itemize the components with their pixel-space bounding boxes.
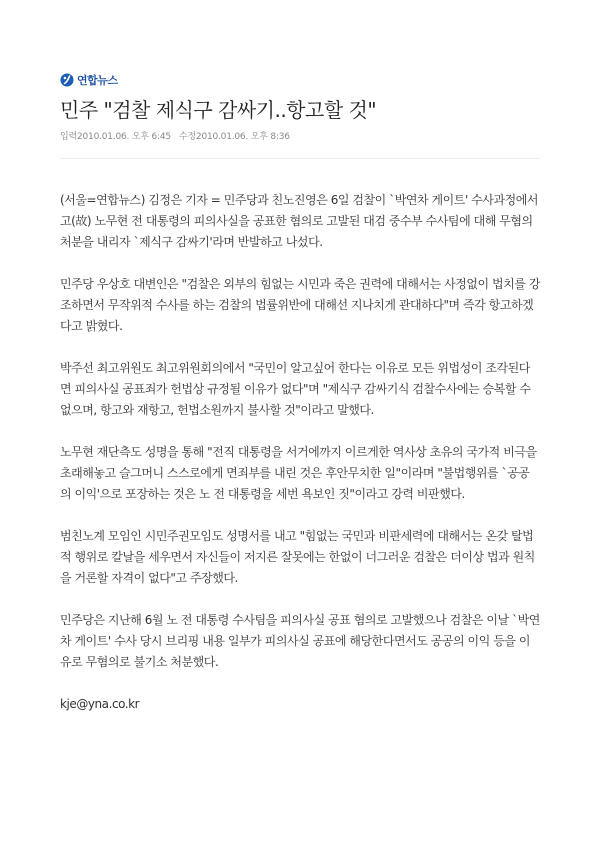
input-timestamp — [60, 129, 171, 142]
article-paragraph: 노무현 재단측도 성명을 통해 "전직 대통령을 서거에까지 이르게한 역사상 초유의 국가적 비극을 초래해놓고 슬그머니 스스로에게 면죄부를 내린 것은 후안무치한 일"이라며 "불법행위를 `공공의 이익'으로 포장하는 것은 노 전 대통령을 세번 욕보인 짓"이라고 강력 비판했다. — [60, 445, 537, 501]
article-paragraph: 민주당 우상호 대변인은 "검찰은 외부의 힘없는 시민과 죽은 권력에 대해서는 사정없이 법치를 강조하면서 무작위적 수사를 하는 검찰의 법률위반에 대해선 지나치게 관대하다"며 즉각 항고하겠다고 밝혔다. — [60, 277, 540, 333]
modified-time: 2010.01.06. 오후 8:36 — [195, 132, 290, 142]
article-body — [60, 190, 540, 736]
input-label: 입력 — [60, 132, 77, 142]
yonhap-logo-icon — [60, 73, 74, 87]
dateline — [60, 129, 290, 142]
article-paragraph: (서울=연합뉴스) 김정은 기자 = 민주당과 친노진영은 6일 검찰이 `박연차 게이트' 수사과정에서 고(故) 노무현 전 대통령의 피의사실을 공표한 혐의로 고발된 대검 중수부 수사팀에 대해 무혐의 처분을 내리자 `제식구 감싸기'라며 반발하고 나섰다. — [60, 193, 539, 249]
article-paragraph: 박주선 최고위원도 최고위원회의에서 "국민이 알고싶어 한다는 이유로 모든 위법성이 조각된다면 피의사실 공표죄가 헌법상 규정될 이유가 없다"며 "제식구 감싸기식 검찰수사에는 승복할 수 없으며, 항고와 재항고, 헌법소원까지 불사할 것"이라고 말했다. — [60, 361, 531, 417]
reporter-email[interactable]: kje@yna.co.kr — [60, 697, 140, 711]
modified-timestamp — [179, 129, 290, 142]
logo[interactable] — [60, 72, 118, 88]
article-paragraph: 범친노계 모임인 시민주권모임도 성명서를 내고 "힘없는 국민과 비판세력에 대해서는 온갖 탈법적 행위로 칼날을 세우면서 자신들이 저지른 잘못에는 한없이 너그러운 검찰은 더이상 법과 원칙을 거론할 자격이 없다"고 주장했다. — [60, 529, 535, 585]
logo-text: 연합뉴스 — [77, 74, 118, 87]
header-divider — [60, 158, 540, 159]
article-headline: 민주 "검찰 제식구 감싸기..항고할 것" — [60, 98, 377, 122]
article-paragraph: 민주당은 지난해 6월 노 전 대통령 수사팀을 피의사실 공표 혐의로 고발했으나 검찰은 이날 `박연차 게이트' 수사 당시 브리핑 내용 일부가 피의사실 공표에 해당한다면서도 공공의 이익 등을 이유로 무혐의로 불기소 처분했다. — [60, 613, 540, 669]
modified-label: 수정 — [178, 132, 196, 142]
input-time: 2010.01.06. 오후 6:45 — [77, 132, 171, 142]
